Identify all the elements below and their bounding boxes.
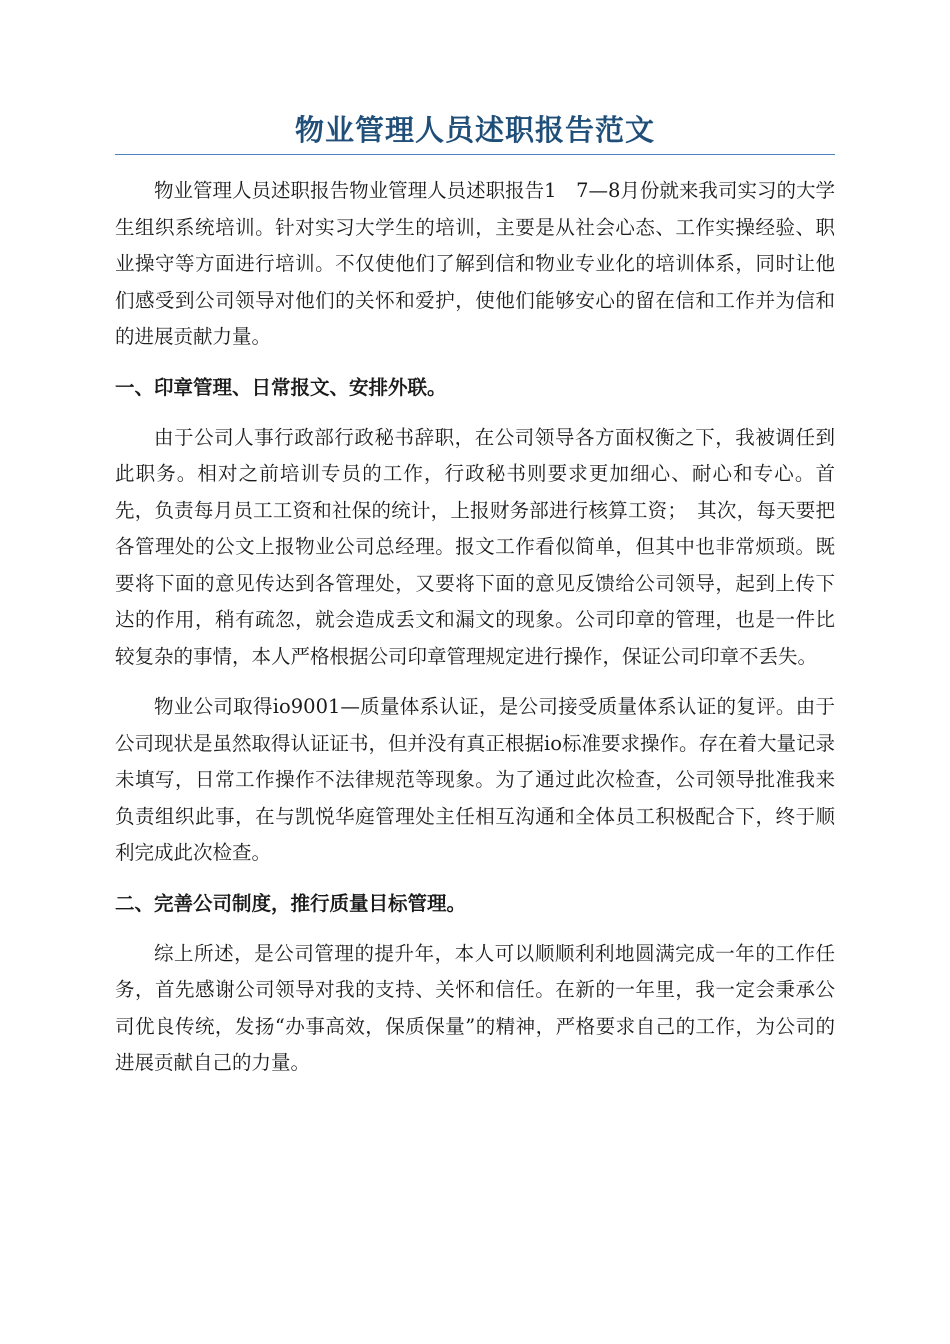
paragraph-seal-management: 由于公司人事行政部行政秘书辞职，在公司领导各方面权衡之下，我被调任到此职务。相对之前培训专员的工作，行政秘书则要求更加细心、耐心和专心。首先，负责每月员工工资和社保的统计，上报财务部进行核算工资； 其次，每天要把各管理处的公文上报物业公司总经理。报文工作看似简单，但其中也非常烦琐。既要将下面的意见传达到各管理处，又要将下面的意见反馈给公司领导，起到上传下达的作用，稍有疏忽，就会造成丢文和漏文的现象。公司印章的管理，也是一件比较复杂的事情，本人严格根据公司印章管理规定进行操作，保证公司印章不丢失。 bbox=[115, 425, 835, 668]
document-page bbox=[115, 110, 835, 1096]
paragraph-intro: 物业管理人员述职报告物业管理人员述职报告1 7—8月份就来我司实习的大学生组织系统培训。针对实习大学生的培训，主要是从社会心态、工作实操经验、职业操守等方面进行培训。不仅使他们了解到信和物业专业化的培训体系，同时让他们感受到公司领导对他们的关怀和爱护，使他们能够安心的留在信和工作并为信和的进展贡献力量。 bbox=[115, 179, 835, 348]
section-heading-1: 一、印章管理、日常报文、安排外联。 bbox=[115, 375, 447, 399]
title-underline bbox=[115, 154, 835, 155]
paragraph-conclusion: 综上所述，是公司管理的提升年，本人可以顺顺利利地圆满完成一年的工作任务，首先感谢公司领导对我的支持、关怀和信任。在新的一年里，我一定会秉承公司优良传统，发扬“办事高效，保质保量”的精神，严格要求自己的工作，为公司的进展贡献自己的力量。 bbox=[115, 941, 835, 1074]
section-heading-2: 二、完善公司制度，推行质量目标管理。 bbox=[115, 891, 467, 915]
document-title: 物业管理人员述职报告范文 bbox=[294, 113, 655, 147]
paragraph-iso-certification: 物业公司取得io9001—质量体系认证，是公司接受质量体系认证的复评。由于公司现状是虽然取得认证证书，但并没有真正根据io标准要求操作。存在着大量记录未填写，日常工作操作不法律规范等现象。为了通过此次检查，公司领导批准我来负责组织此事，在与凯悦华庭管理处主任相互沟通和全体员工积极配合下，终于顺利完成此次检查。 bbox=[115, 695, 835, 864]
